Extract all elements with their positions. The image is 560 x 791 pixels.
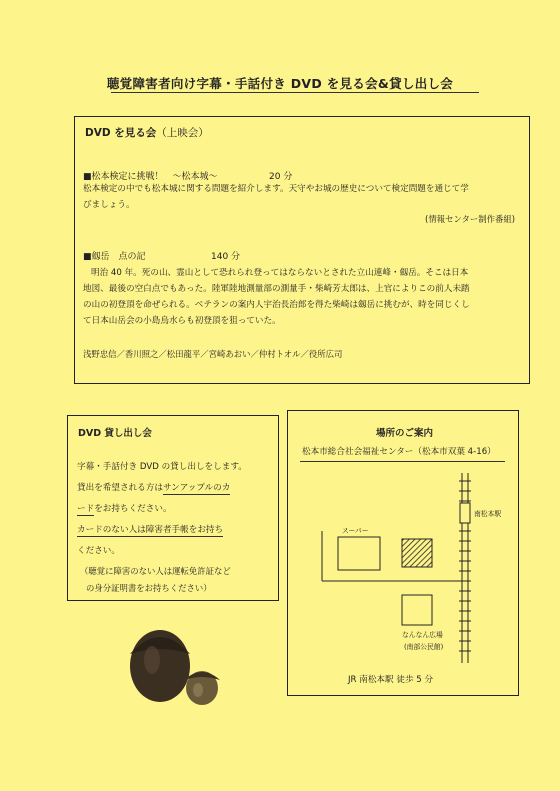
lending-line4-text: カードのない人は障害者手帳をお持ち: [77, 525, 224, 535]
supermarket-label: スーパー: [342, 527, 369, 535]
map-heading: 場所のご案内: [376, 428, 434, 439]
lending-line3a: ード: [77, 504, 95, 514]
station-label: 南松本駅: [474, 510, 502, 518]
lending-line3: [77, 502, 172, 514]
plaza-label: なんなん広場: [402, 631, 443, 639]
title-underline: [111, 92, 479, 93]
map-address: 松本市総合社会福祉センター（松本市双葉 4-16）: [302, 447, 496, 457]
lending-heading: DVD 貸し出し会: [78, 428, 152, 439]
program2-cast: 浅野忠信／香川照之／松田龍平／宮崎あおい／仲村トオル／役所広司: [83, 349, 343, 359]
program2-line4: て日本山岳会の小島烏水らも初登頂を狙っていた。: [83, 316, 281, 326]
lending-section: [67, 415, 279, 601]
program2-description: [91, 265, 519, 281]
screening-heading-sub: （上映会）: [156, 127, 209, 139]
supermarket-building: [338, 537, 380, 570]
program2-duration: 140 分: [211, 252, 241, 262]
lending-line4: [77, 523, 223, 535]
plaza-building: [402, 595, 432, 625]
lending-line5: ください。: [77, 546, 120, 556]
program1-desc-line1: 松本検定の中でも松本城に関する問題を紹介します。天守やお城の歴史について検定問題を通じて学: [83, 184, 469, 194]
acorn-illustration: [118, 614, 228, 710]
large-acorn-icon: [130, 630, 190, 702]
map-section: [287, 410, 519, 696]
page-title: 聴覚障害者向け字幕・手話付き DVD を見る会&貸し出し会: [106, 76, 454, 91]
lending-note1: （聴覚に障害のない人は運転免許証など: [80, 566, 231, 576]
lending-line2a: 貸出を希望される方は: [77, 483, 163, 493]
screening-heading: [85, 125, 209, 140]
program1-desc-line2: びましょう。: [83, 200, 135, 210]
program1-credit: (情報センター制作番組): [425, 214, 515, 224]
lending-line1: 字幕・手話付き DVD の貸し出しをします。: [77, 462, 247, 472]
program2-description-cont: [83, 281, 519, 329]
program1-title: ■松本検定に挑戦！ ～松本城～: [83, 172, 218, 182]
welfare-center-building: [402, 539, 432, 567]
station-marker: [460, 503, 470, 523]
lending-line2: [77, 481, 230, 493]
program2-line2: 地図、最後の空白点でもあった。陸軍陸地測量部の測量手・柴崎芳太郎は、上官によりこの前人未踏: [83, 284, 470, 294]
program2-title: ■劔岳 点の記: [83, 252, 146, 262]
small-acorn-icon: [184, 671, 220, 705]
location-map: [288, 411, 518, 695]
lending-note2: の身分証明書をお持ちください）: [86, 583, 212, 593]
screening-heading-main: DVD を見る会: [85, 127, 157, 139]
program2-line1: 明治 40 年。死の山、霊山として恐れられ登ってはならないとされた立山連峰・劔岳。そこは日本: [91, 268, 469, 278]
program1-duration: 20 分: [269, 172, 293, 182]
lending-line2b: サンアップルのカ: [162, 483, 231, 493]
program1-description: [83, 181, 519, 213]
screening-section: [74, 116, 530, 384]
program2-line3: の山の初登頂を命ぜられる。ベテランの案内人宇治長治郎を得た柴崎は劔岳に挑むが、時を同じくし: [83, 300, 470, 310]
lending-line3b: をお持ちください。: [94, 504, 172, 514]
map-footer: JR 南松本駅 徒歩 5 分: [348, 675, 434, 685]
plaza-sub-label: (南部公民館): [404, 643, 444, 651]
